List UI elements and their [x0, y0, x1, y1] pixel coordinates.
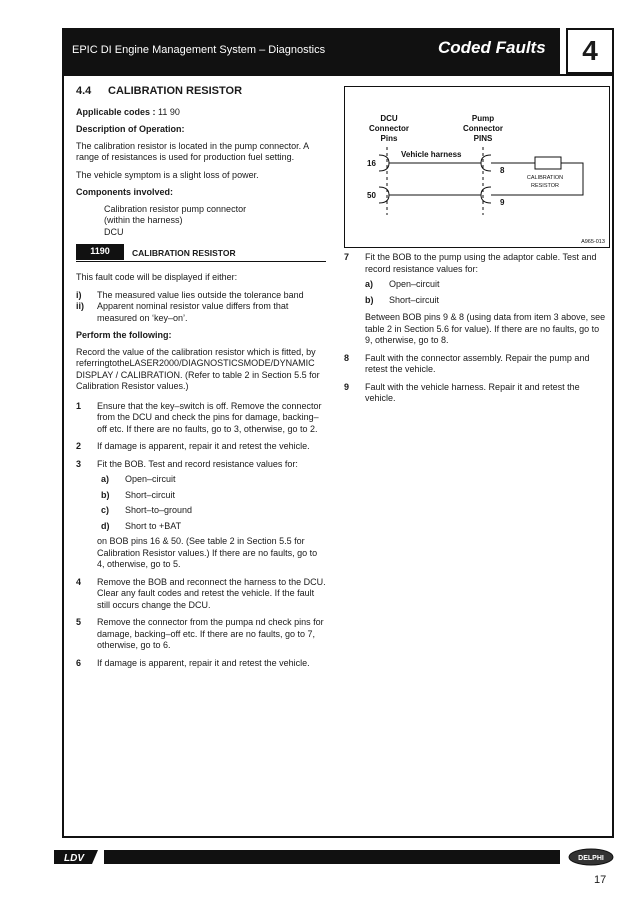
harness-label: Vehicle harness — [401, 150, 462, 159]
sub-item: c) Short–to–ground — [101, 505, 193, 515]
components-heading: Components involved: — [76, 187, 174, 197]
description-text: The calibration resistor is located in the pump connector. A range of resistances is used for production fuel setting. — [76, 140, 309, 162]
pin-16-label: 16 — [367, 159, 376, 168]
chapter-number: 4 — [566, 28, 614, 74]
components-list — [76, 204, 326, 239]
left-column — [76, 86, 326, 675]
ldv-logo — [52, 848, 100, 866]
fault-intro: This fault code will be displayed if either: — [76, 272, 238, 282]
pump-label-3: PINS — [473, 134, 493, 143]
section-number: 4.4 — [76, 85, 92, 97]
perform-text: Record the value of the calibration resistor which is fitted, by referringtotheLASER2000/DIAGNOSTICSMODE/DYNAMIC DISPLAY / CALIBRATION. (Refer to table 2 in Section 5.5 for Calibration Resistor values.) — [76, 346, 320, 391]
step7-after: Between BOB pins 9 & 8 (using data from item 3 above, see table 2 in Section 5.6 for value). If there are no faults, go to 9, otherwise, go to 8. — [365, 312, 606, 345]
calibration-resistor-icon — [535, 157, 561, 169]
component-item: (within the harness) — [104, 215, 183, 225]
document-title: EPIC DI Engine Management System – Diagnostics — [72, 44, 326, 56]
sub-item: b) Short–circuit — [101, 489, 176, 500]
wiring-diagram-svg — [345, 87, 611, 249]
sub-item: d) Short to +BAT — [101, 520, 182, 531]
resistor-label-2: RESISTOR — [530, 183, 560, 189]
step-item: 5 Remove the connector from the pumpa nd check pins for damage, backing–off etc. If there are no faults, go to 7, otherwise, go to 6. — [76, 617, 324, 650]
step3-sublist — [76, 474, 326, 571]
pump-label-2: Connector — [463, 124, 503, 133]
fault-code-row — [76, 244, 326, 262]
step-item: 1 Ensure that the key–switch is off. Remove the connector from the DCU and check the pins for damage, backing–off etc. If there are no faults, go to 3, otherwise, go to 2. — [76, 400, 322, 434]
symptom-text: The vehicle symptom is a slight loss of power. — [76, 169, 259, 180]
pin-9-label: 9 — [500, 198, 505, 207]
dcu-pin-16 — [379, 155, 389, 171]
condition-item: i) The measured value lies outside the tolerance band — [76, 289, 304, 300]
figure-ref: A965-013 — [581, 239, 605, 245]
step-item: 4 Remove the BOB and reconnect the harness to the DCU. Clear any fault codes and retest the vehicle. If the fault still occurs change the DCU. — [76, 576, 326, 610]
section-title: CALIBRATION RESISTOR — [108, 85, 243, 97]
step-item: 8 Fault with the connector assembly. Repair the pump and retest the vehicle. — [344, 352, 590, 374]
wiring-diagram — [344, 86, 610, 248]
footer-bar — [104, 850, 560, 864]
page-number: 17 — [594, 874, 607, 886]
step3-after: on BOB pins 16 & 50. (See table 2 in Section 5.5 for Calibration Resistor values.) If there are no faults, go to 4, otherwise, go to 5. — [97, 536, 318, 569]
fault-code-name: CALIBRATION RESISTOR — [132, 248, 236, 258]
applicable-codes: Applicable codes : 11 90 — [76, 106, 180, 117]
section-heading — [76, 86, 326, 98]
sub-item: b) Short–circuit — [365, 294, 440, 305]
delphi-logo — [568, 848, 614, 866]
component-item: Calibration resistor pump connector — [104, 203, 247, 214]
pin-8-label: 8 — [500, 166, 505, 175]
dcu-label-3: Pins — [380, 134, 398, 143]
sub-item: a) Open–circuit — [365, 279, 440, 289]
svg-text:DELPHI: DELPHI — [578, 855, 604, 862]
dcu-label-2: Connector — [369, 124, 409, 133]
dcu-label-1: DCU — [380, 114, 398, 123]
pump-pin-8 — [481, 155, 491, 171]
condition-item: ii) Apparent nominal resistor value differs from that measured on ‘key–on’. — [76, 301, 289, 323]
right-column — [344, 252, 606, 411]
component-item: DCU — [104, 226, 124, 237]
step-item: 7 Fit the BOB to the pump using the adaptor cable. Test and record resistance values for: — [344, 252, 597, 274]
perform-heading: Perform the following: — [76, 330, 172, 340]
pin-50-label: 50 — [367, 191, 376, 200]
step-item: 9 Fault with the vehicle harness. Repair it and retest the vehicle. — [344, 381, 580, 403]
step-item: 3 Fit the BOB. Test and record resistance values for: — [76, 458, 298, 469]
step-item: 6 If damage is apparent, repair it and retest the vehicle. — [76, 657, 310, 668]
svg-text:LDV: LDV — [64, 853, 84, 864]
section-name: Coded Faults — [438, 38, 546, 57]
step-item: 2 If damage is apparent, repair it and retest the vehicle. — [76, 441, 310, 451]
resistor-label-1: CALIBRATION — [526, 175, 564, 181]
pump-label-1: Pump — [471, 114, 495, 123]
sub-item: a) Open–circuit — [101, 474, 176, 484]
description-heading: Description of Operation: — [76, 124, 185, 134]
step7-sublist — [344, 279, 606, 347]
fault-code-badge: 1190 — [76, 244, 124, 260]
